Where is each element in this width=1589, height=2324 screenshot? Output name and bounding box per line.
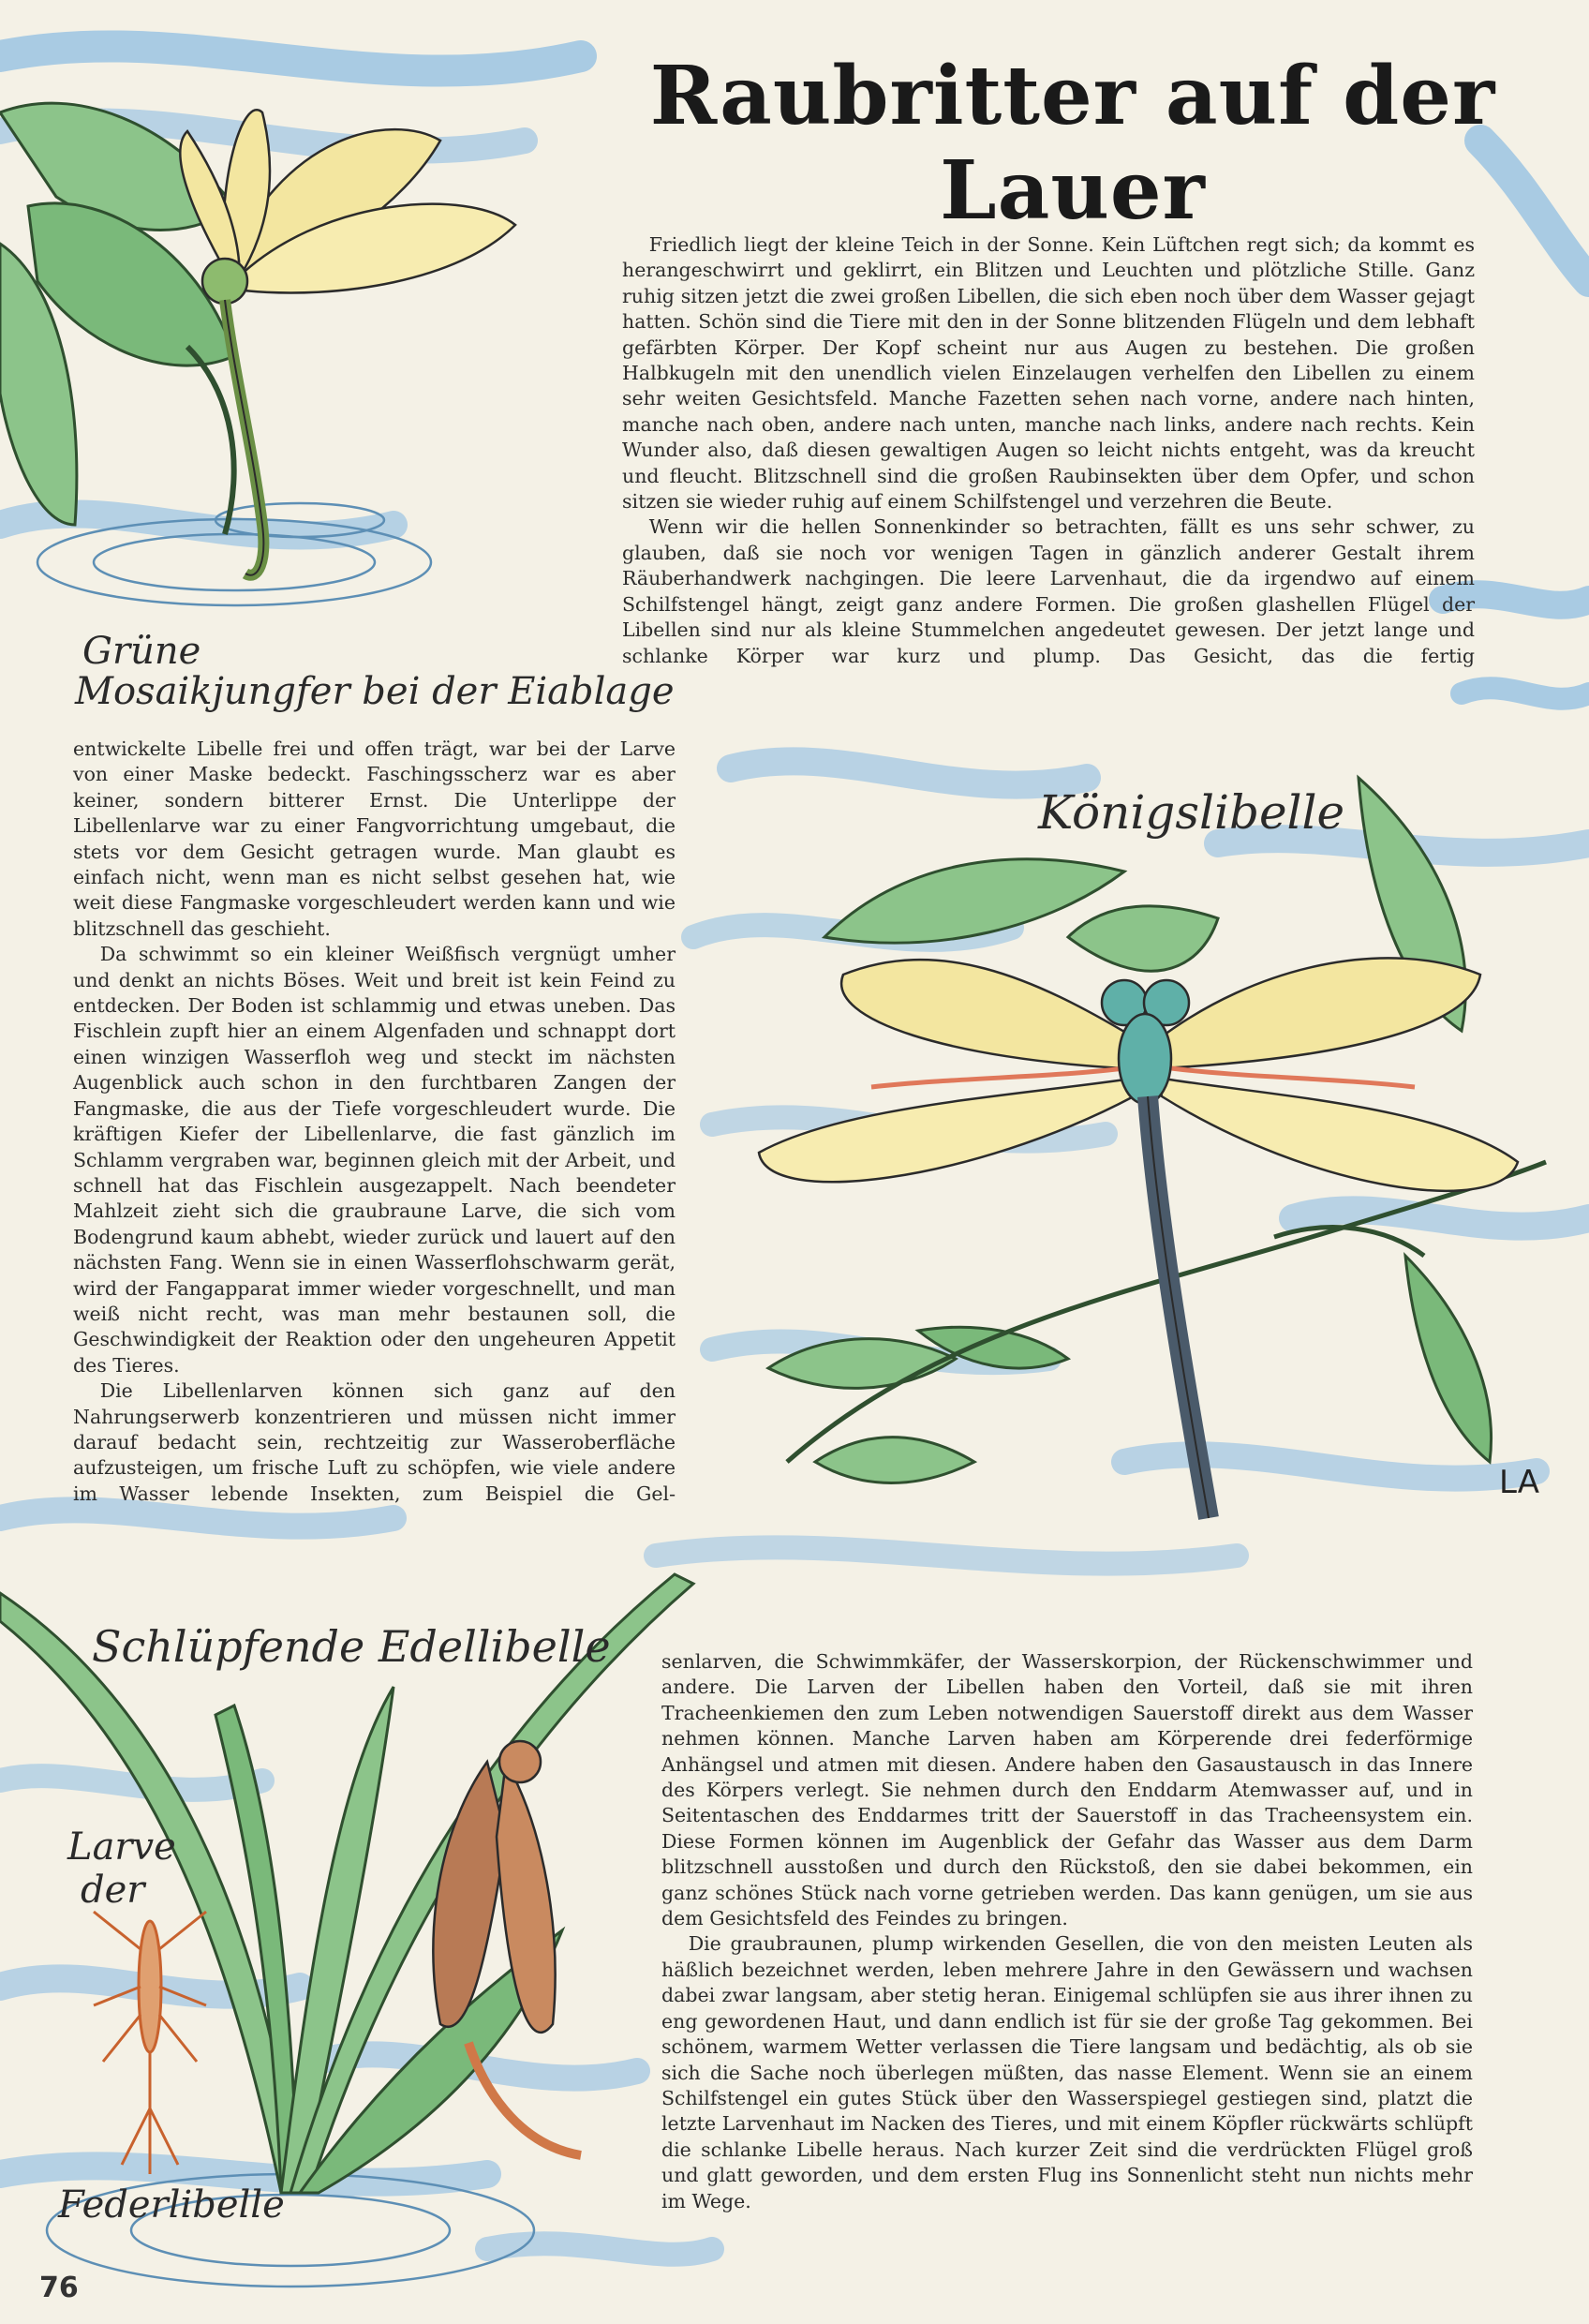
caption-federlibelle: Federlibelle bbox=[58, 2183, 285, 2227]
artist-signature: LA bbox=[1499, 1464, 1539, 1501]
caption-gruene-mosaikjungfer-line1: Grüne bbox=[82, 630, 201, 673]
text-column-top-right bbox=[622, 232, 1475, 669]
caption-gruene-mosaikjungfer-line2: Mosaikjungfer bei der Eiablage bbox=[75, 670, 675, 713]
paragraph: Die Libellenlarven können sich ganz auf den Nahrungserwerb konzentrieren und müssen nicht immer darauf bedacht sein, rechtzeitig zur Wasseroberfläche aufzusteigen, um frische Luft zu schöpfen, wie viele andere im Wasser lebende Insekten, zum Beispiel die Gel- bbox=[73, 1379, 676, 1505]
caption-koenigslibelle: Königslibelle bbox=[1038, 785, 1345, 840]
damselfly-larva-illustration bbox=[94, 1912, 206, 2174]
paragraph: Die graubraunen, plump wirkenden Gesellen, die von den meisten Leuten als häßlich bezeichnet werden, leben mehrere Jahre in den Gewässern und wachsen dabei zwar langsam, aber stetig heran. Einigemal schlüpfen sie aus ihrer ihnen zu eng gewordenen Haut, und dann endlich ist für sie der große Tag gekommen. Bei schönem, warmem Wetter verlassen die Tiere langsam und bedächtig, als ob sie sich die Sache noch überlegen müßten, das nasse Element. Wenn sie an einem Schilfstengel ein gutes Stück über den Wasserspiegel gestiegen sind, platzt die letzte Larvenhaut im Nacken des Tieres, und mit einem Köpfler rückwärts schlüpft die schlanke Libelle heraus. Nach kurzer Zeit sind die verdrückten Flügel groß und glatt geworden, und dem ersten Flug ins Sonnenlicht steht nun nichts mehr im Wege. bbox=[661, 1932, 1473, 2212]
paragraph: Wenn wir die hellen Sonnenkinder so betrachten, fällt es uns sehr schwer, zu glauben, daß sie noch vor wenigen Tagen in gänzlich anderer Gestalt ihrem Räuberhandwerk nachgingen. Die leere Larvenhaut, die da irgendwo auf einem Schilfstengel hängt, zeigt ganz andere Formen. Die großen glashellen Flügel der Libellen sind nur als kleine Stummelchen angedeutet gewesen. Der jetzt lange und schlanke Körper war kurz und plump. Das Gesicht, das die fertig bbox=[622, 515, 1475, 667]
paragraph: entwickelte Libelle frei und offen trägt, war bei der Larve von einer Maske bedeckt. Faschingsscherz war es aber keiner, sondern bitterer Ernst. Die Unterlippe der Libellenlarve war zu einer Fangvorrichtung umgebaut, die stets vor dem Gesicht getragen wurde. Man glaubt es einfach nicht, wenn man es nicht selbst gesehen hat, wie weit diese Fangmaske vorgeschleudert werden kann und wie blitzschnell das geschieht. bbox=[73, 737, 676, 940]
caption-larve-line2: der bbox=[81, 1869, 145, 1912]
paragraph: senlarven, die Schwimmkäfer, der Wasserskorpion, der Rückenschwimmer und andere. Die Larven der Libellen haben den Vorteil, daß sie mit ihren Tracheenkiemen den zum Leben notwendigen Sauerstoff direkt aus dem Wasser nehmen können. Manche Larven haben am Körperende drei federförmige Anhängsel und atmen mit diesen. Andere haben den Gasaustausch in das Innere des Körpers verlegt. Sie nehmen durch den Enddarm Atemwasser auf, und in Seitentaschen des Enddarmes tritt der Sauerstoff in das Tracheensystem ein. Diese Formen können im Augenblick der Gefahr das Wasser aus dem Darm blitzschnell ausstoßen und durch den Rückstoß, den sie dabei bekommen, ein ganz schönes Stück nach vorne getrieben werden. Das kann genügen, um sie aus dem Gesichtsfeld des Feindes zu bringen. bbox=[661, 1650, 1473, 1930]
paragraph: Da schwimmt so ein kleiner Weißfisch vergnügt umher und denkt an nichts Böses. Weit und breit ist kein Feind zu entdecken. Der Boden ist schlammig und etwas uneben. Das Fischlein zupft hier an einem Algenfaden und schnappt dort einen winzigen Wasserfloh weg und steckt im nächsten Augenblick auch schon in den furchtbaren Zangen der Fangmaske, die aus der Tiefe vorgeschleudert wurde. Die kräftigen Kiefer der Libellenlarve, die fast gänzlich im Schlamm vergraben war, beginnen gleich mit der Arbeit, und schnell hat das Fischlein ausgezappelt. Nach beendeter Mahlzeit zieht sich die graubraune Larve, die sich vom Bodengrund kaum abhebt, wieder zurück und lauert auf den nächsten Fang. Wenn sie in einen Wasserflohschwarm gerät, wird der Fangapparat immer wieder vorgeschnellt, und man weiß nicht recht, was man mehr bestaunen soll, die Geschwindigkeit der Reaktion oder den ungeheuren Appetit des Tieres. bbox=[73, 943, 676, 1377]
text-column-left bbox=[73, 737, 676, 1507]
paragraph: Friedlich liegt der kleine Teich in der Sonne. Kein Lüftchen regt sich; da kommt es herangeschwirrt und geklirrt, ein Blitzen und Leuchten und plötzliche Stille. Ganz ruhig sitzen jetzt die zwei großen Libellen, die sich eben noch über dem Wasser gejagt hatten. Schön sind die Tiere mit den in der Sonne blitzenden Flügeln und dem lebhaft gefärbten Körper. Der Kopf scheint nur aus Augen zu bestehen. Die großen Halbkugeln mit den unendlich vielen Einzelaugen verhelfen den Libellen zu einem sehr weiten Gesichtsfeld. Manche Fazetten sehen nach vorne, andere nach hinten, manche nach oben, andere nach unten, manche nach links, andere nach rechts. Kein Wunder also, daß diesen gewaltigen Augen so leicht nichts entgeht, was da kreucht und fleucht. Blitzschnell sind die großen Raubinsekten über dem Opfer, und schon sitzen sie wieder ruhig auf einem Schilfstengel und verzehren die Beute. bbox=[622, 233, 1475, 514]
page-title: Raubritter auf der Lauer bbox=[649, 49, 1496, 238]
emperor-dragonfly-illustration bbox=[759, 958, 1518, 1518]
text-column-bottom-right bbox=[661, 1649, 1473, 2214]
page-number: 76 bbox=[39, 2272, 79, 2304]
emerging-dragonfly-illustration bbox=[433, 1741, 581, 2155]
caption-larve-line1: Larve bbox=[67, 1825, 176, 1869]
caption-schluepfende-edellibelle: Schlüpfende Edellibelle bbox=[92, 1621, 611, 1672]
